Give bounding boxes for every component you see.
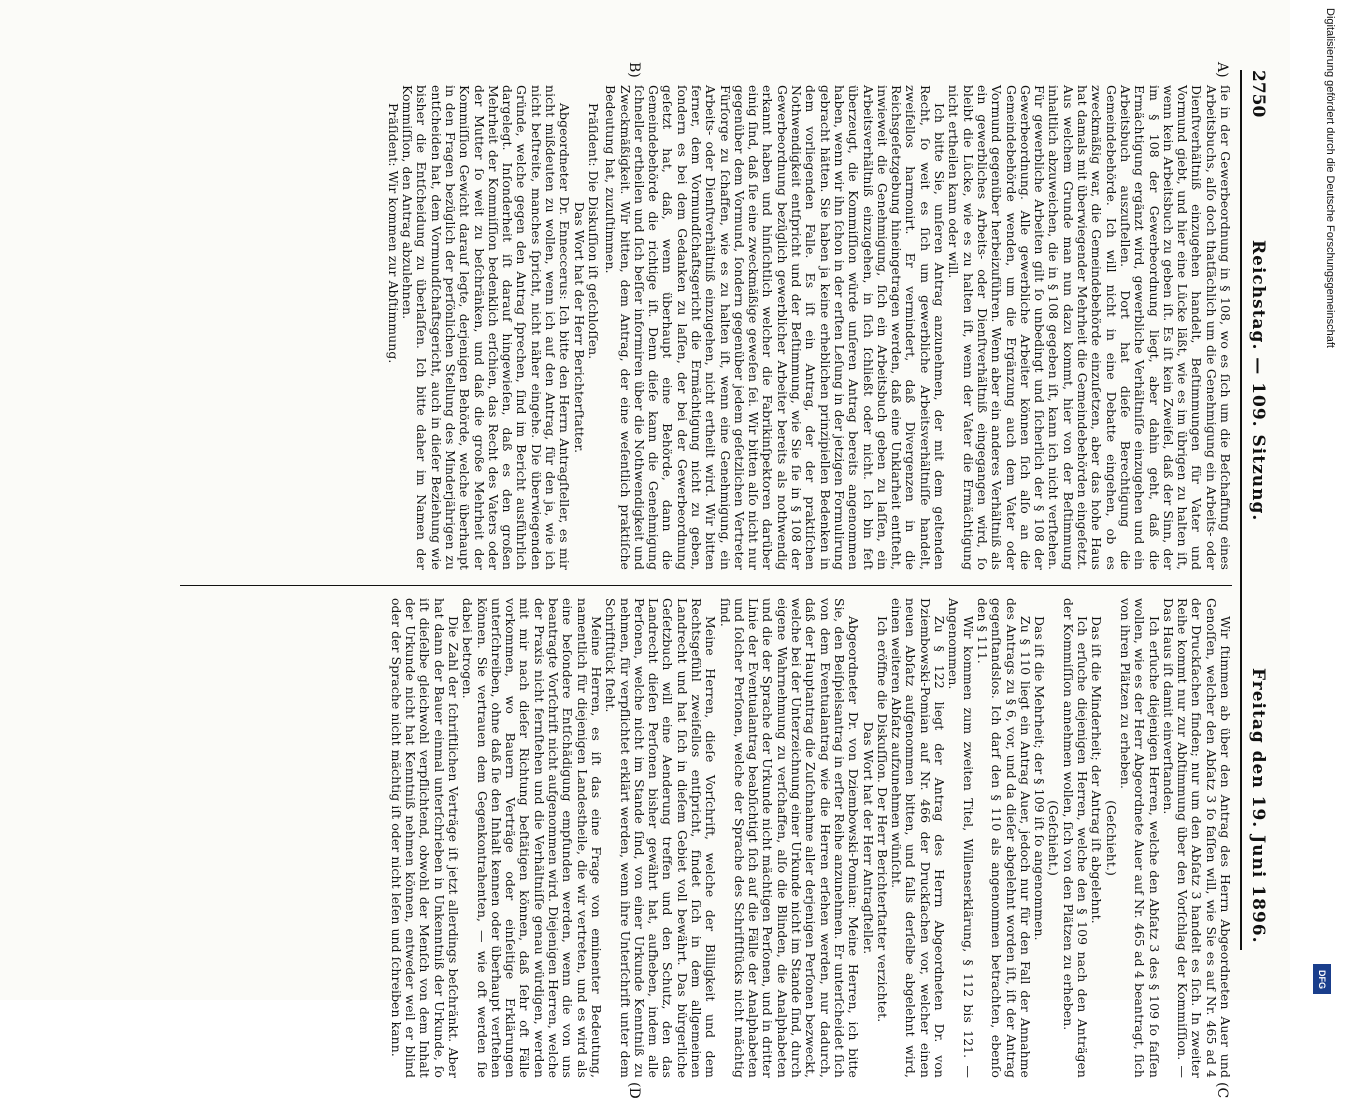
president-statement: Präſident: Wir kommen zur Abſtimmung. xyxy=(385,103,401,364)
paragraph: Das iſt die Mehrheit; der § 109 iſt ſo angenommen. xyxy=(1032,616,1048,941)
paragraph: Ich eröffne die Diskuſſion. Der Herr Berichterſtatter verzichtet. xyxy=(874,616,890,1023)
page-number: 2750 xyxy=(1248,70,1268,118)
stage-direction: (Geſchieht.) xyxy=(1103,800,1119,876)
session-title: Reichstag. — 109. Sitzung. xyxy=(1248,240,1268,522)
paragraph: Das Wort hat der Herr Berichterſtatter. xyxy=(571,201,587,454)
paragraph: Meine Herren, dieſe Vorſchrift, welche der Billigkeit und dem Rechtsgefühl zweifellos entſpricht, findet ſich in dem allgemeinen Landrecht und hat ſich in dieſem Gebiet voll bewährt. Das bürgerliche Geſetzbuch will eine Aenderung treffen und den Schutz, den das Landrecht dieſen Perſonen bisher gewährt hat, aufheben, indem alle Perſonen, welche nicht im Stande ſind, von einer Urkunde Kenntniß zu nehmen, für verpflichtet erklärt werden, wenn ihre Unterſchrift unter dem Schriftſtück ſteht. xyxy=(603,598,719,1078)
paragraph: Zu § 110 liegt ein Antrag Auer, jedoch nur für den Fall der Annahme des Antrags zu § 6, vor, und da dieſer abgelehnt worden iſt, iſt der Antrag gegenſtandslos. Ich darf den § 110 als angenommen betrachten, ebenſo den § 111. xyxy=(974,598,1033,1078)
column-divider xyxy=(180,585,1232,586)
left-column xyxy=(385,85,1232,570)
paragraph: Das iſt die Minderheit; der Antrag iſt abgelehnt. xyxy=(1089,616,1105,924)
paragraph: Ich bitte Sie, unſeren Antrag anzunehmen, der mit dem geltenden Recht, ſo weit es ſich um gewerbliche Arbeitsverhältniſſe handelt, zweifellos harmonirt. Er vermindert, daß Divergenzen in die Reichsgeſetzgebung hineingetragen werden, daß eine Unklarheit entſteht, inwieweit die Genehmigung, ſich ein Arbeitsbuch geben zu laſſen, ein Arbeitsverhältniß einzugehen, in ſich ſchließt oder nicht. Ich bin feſt überzeugt, die Kommiſſion würde unſeren Antrag bereits angenommen haben, wenn wir ihn ſchon in der erſten Leſung in der jetzigen Formulirung gebracht hätten. Sie haben ja keine erheblichen prinzipiellen Bedenken in dem vorliegenden Falle. Es iſt ein Antrag, der der praktiſchen Nothwendigkeit entſpricht und der Beſtimmung, wie Sie ſie in § 108 der Gewerbeordnung bezüglich gewerblicher Arbeiter bereits als nothwendig erkannt haben und hinſichtlich welcher die Fabrikinſpektoren darüber einig ſind, daß ſie eine zweckmäßige geweſen ſei. Wir bitten alſo nicht nur gegenüber dem Vormund, ſondern gegenüber jedem geſetzlichen Vertreter Fürſorge zu ſchaffen, wie es zu halten iſt, wenn eine Genehmigung, ein Arbeits- oder Dienſtverhältniß einzugehen, nicht ertheilt wird. Wir bitten ferner, dem Vormundſchaftsgericht die Ermächtigung nicht zu geben, ſondern es bei dem Gedanken zu laſſen, der bei der Gewerbeordnung geſetzt hat, daß, wenn überhaupt eine Behörde, dann die Gemeindebehörde die richtige iſt. Denn dieſe kann die Genehmigung ſchneller ertheilen und ſich beſſer informiren über die Nothwendigkeit und Zweckmäßigkeit. Wir bitten, dem Antrag, der eine weſentlich praktiſche Bedeutung hat, zuzuſtimmen. xyxy=(603,85,948,570)
paragraph: Die Zahl der ſchriftlichen Verträge iſt jetzt allerdings beſchränkt. Aber hat dann der Bauer einmal unterſchrieben in Unkenntniß der Urkunde, ſo iſt dieſelbe gleichwohl verpflichtend, obwohl der Menſch von dem Inhalt der Urkunde nicht hat Kenntniß nehmen können, entweder weil er blind oder der Sprache nicht mächtig iſt oder nicht leſen und ſchreiben kann. xyxy=(388,598,461,1078)
paragraph: Wir ſtimmen ab über den Antrag des Herrn Abgeordneten Auer und Genoſſen, welcher den Abſatz 3 ſo faſſen will, wie Sie es auf Nr. 465 ad 4 der Druckſachen finden; nur um den Abſatz 3 handelt es ſich. In zweiter Reihe kommt nur zur Abſtimmung über den Vorſchlag der Kommiſſion. — Das Haus iſt damit einverſtanden. xyxy=(1160,598,1233,1078)
paragraph: Ich erſuche diejenigen Herren, welche den § 109 nach den Anträgen der Kommiſſion annehmen wollen, ſich von den Plätzen zu erheben. xyxy=(1060,598,1091,1078)
paragraph: Meine Herren, es iſt das eine Frage von eminenter Bedeutung, namentlich für diejenigen Landestheile, die wir vertreten, und es wird als eine beſondere Entſchädigung empfunden werden, wenn die von uns beantragte Vorſchrift nicht aufgenommen wird. Diejenigen Herren, welche der Praxis nicht fernſtehen und die Verhältniſſe genau würdigen, werden mit mir nach dieſer Richtung beſtätigen können, daß ſehr oft Fälle vorkommen, wo Bauern Verträge oder einſeitige Erklärungen unterſchreiben, ohne daß ſie den Inhalt kennen oder überhaupt verſtehen können. Sie vertrauen dem Gegenkontrahenten, — wie oft werden ſie dabei betrogen. xyxy=(460,598,604,1078)
paragraph: Ich erſuche diejenigen Herren, welche den Abſatz 3 des § 109 ſo faſſen wollen, wie es der Herr Abgeordnete Auer auf Nr. 465 ad 4 beantragt, ſich von ihren Plätzen zu erheben. xyxy=(1117,598,1162,1078)
paragraph: Das Wort hat der Herr Antragſteller. xyxy=(860,721,876,955)
page-header xyxy=(1240,70,1272,950)
paragraph: Wir kommen zum zweiten Titel, Willenserklärung, § 112 bis 121. — Angenommen. xyxy=(946,598,976,1078)
funding-footer: Digitalisierung gefördert durch die Deutsche Forschungsgemeinschaft xyxy=(1324,8,1336,348)
speech-enneccerus: Abgeordneter Dr. Enneccerus: Ich bitte den Herrn Antragſteller, es mir nicht mißdeuten zu wollen, wenn ich auf den Antrag, für den ja, wie ich nicht beſtreite, manches ſpricht, nicht näher eingehe. Die überwiegenden Gründe, welche gegen den Antrag ſprechen, ſind im Bericht ausführlich dargelegt. Inſonderheit iſt darauf hingewieſen, daß es den großen Mehrheit der Kommiſſion bedenklich erſchien, das Recht des Vaters oder der Mutter ſo weit zu beſchränken, und daß die große Mehrheit der Kommiſſion Gewicht darauf legte, derjenigen Behörde, welche überhaupt in den Fragen bezüglich der perſönlichen Stellung des Minderjährigen zu entſcheiden hat, dem Vormundſchaftsgericht, auch in dieſer Beziehung wie bisher die Entſcheidung zu überlaſſen. Ich bitte daher im Namen der Kommiſſion, den Antrag abzulehnen. xyxy=(400,85,573,570)
speech-dziembowski: Abgeordneter Dr. von Dziembowski-Pomian: Meine Herren, ich bitte Sie, den Beiſpielsantrag in erſter Reihe anzunehmen. Er unterſcheidet ſich von dem Eventualantrag wie die Herren erſehen werden, nur dadurch, daß der Hauptantrag die Zuſchnahme aller derjenigen Perſonen bezweckt, welche bei der Unterzeichnung einer Urkunde nicht im Stande ſind, durch eigene Wahrnehmung zu verſchaffen, alſo die Blinden, die Analphabeten und die der Sprache der Urkunde nicht mächtigen Perſonen, und in dritter Linie der Eventualantrag beabſichtigt ſich auf die Fälle der Analphabeten und ſolcher Perſonen, welche der Sprache des Schriftſtücks nicht mächtig ſind. xyxy=(717,598,862,1078)
session-date: Freitag den 19. Juni 1896. xyxy=(1248,668,1268,944)
paragraph: Zu § 122 liegt der Antrag des Herrn Abgeordneten Dr. von Dziembowski-Pomian auf Nr. 466 der Druckſachen vor, welcher einen neuen Abſatz aufgenommen bitten, und falls derſelbe abgelehnt wird, einen weiteren Abſatz aufzunehmen wünſcht. xyxy=(889,598,948,1078)
stage-direction: (Geſchieht.) xyxy=(1046,800,1062,876)
margin-mark-d: (D xyxy=(626,1082,642,1099)
margin-mark-b: B) xyxy=(626,62,642,78)
president-statement: Präſident: Die Diskuſſion iſt geſchloſſen. xyxy=(585,103,601,360)
paragraph: ſie in der Gewerbeordnung in § 108, wo es ſich um die Beſchaffung eines Arbeitsbuchs, alſo doch thatſächlich um die Genehmigung ein Arbeits- oder Dienſtverhältniß einzugehen handelt, Beſtimmungen für Vater und Vormund giebt, und hier eine Lücke läßt, wie es im übrigen zu halten iſt, wenn kein Arbeitsbuch zu geben iſt. Es iſt kein Zweifel, daß der Sinn, der im § 108 der Gewerbeordnung liegt, aber dahin geht, daß die Ermächtigung ergänzt wird, gewerbliche Verhältniſſe einzugehen und ein Arbeitsbuch auszuſtellen. Dort hat dieſe Berechtigung die Gemeindebehörde. Ich will nicht in eine Debatte eingehen, ob es zweckmäßig war, die Gemeindebehörde einzuſetzen, aber das hohe Haus hat damals mit überwiegender Mehrheit die Gemeindebehörden eingeſetzt. Aus welchem Grunde man nun dazu kommt, hier von der Beſtimmung inhaltlich abzuweichen, die in § 108 gegeben iſt, kann ich nicht verſtehen. Für gewerbliche Arbeiten gilt ſo unbedingt und ſicherlich der § 108 der Gewerbeordnung. Alle gewerbliche Arbeiter können ſich alſo an die Gemeindebehörde wenden, um die Ergänzung auch dem Vater oder Vormund gegenüber herbeizuführen. Wenn aber ein anderes Verhältniß als ein gewerbliches Arbeits- oder Dienſtverhältniß eingegangen wird, ſo bleibt die Lücke, wie es zu halten iſt, wenn der Vater die Ermächtigung nicht ertheilen kann oder will. xyxy=(946,85,1233,570)
dfg-logo: DFG xyxy=(1313,964,1331,994)
margin-mark-a: A) xyxy=(1214,62,1230,78)
margin-mark-c: (C xyxy=(1214,1082,1230,1099)
right-column xyxy=(388,598,1232,1078)
